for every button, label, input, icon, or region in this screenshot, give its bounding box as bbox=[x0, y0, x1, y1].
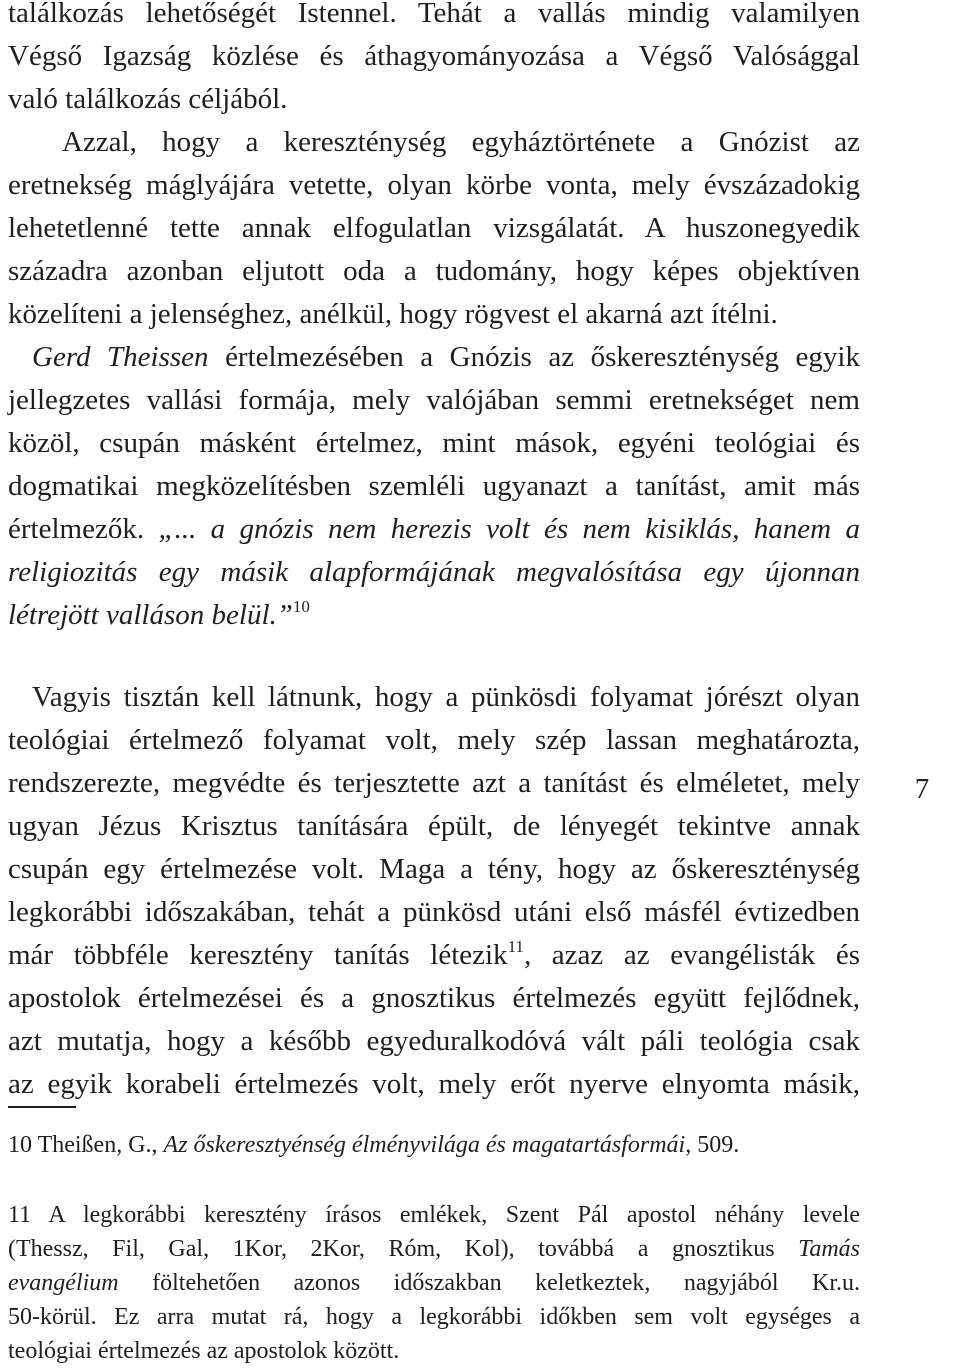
footnote-text: föltehetően azonos időszakban keletkeztek, nagyjából Kr.u. bbox=[118, 1270, 860, 1296]
footnote-divider bbox=[8, 1106, 76, 1108]
footnote-italic: Tamás bbox=[798, 1236, 860, 1262]
body-text-line: ugyan Jézus Krisztus tanítására épült, de lényegét tekintve annak bbox=[8, 810, 860, 842]
body-text-line: jellegzetes vallási formája, mely valójában semmi eretnekséget nem bbox=[8, 384, 860, 416]
footnote-text: (Thessz, Fil, Gal, 1Kor, 2Kor, Róm, Kol), továbbá a gnosztikus bbox=[8, 1236, 799, 1262]
body-text-line: Vagyis tisztán kell látnunk, hogy a pünkösdi folyamat jórészt olyan bbox=[32, 681, 860, 713]
body-text-line: lehetetlenné tette annak elfogulatlan vizsgálatát. A huszonegyedik bbox=[8, 212, 860, 244]
body-text-line: az egyik korabeli értelmezés volt, mely erőt nyerve elnyomta másik, bbox=[8, 1068, 860, 1100]
footnote-11-line bbox=[8, 1232, 860, 1266]
body-text-line: közelíteni a jelenséghez, anélkül, hogy rögvest el akarná azt ítélni. bbox=[8, 298, 778, 330]
body-text-line: Azzal, hogy a kereszténység egyháztörténete a Gnózist az bbox=[62, 126, 860, 158]
body-text-line: Végső Igazság közlése és áthagyományozása a Végső Valósággal bbox=[8, 40, 860, 72]
body-text-line: dogmatikai megközelítésben szemléli ugyanazt a tanítást, amit más bbox=[8, 470, 860, 502]
footnote-text: 10 Theißen, G., bbox=[8, 1132, 164, 1158]
footnote-ref: 10 bbox=[292, 597, 310, 616]
quotation: religiozitás egy másik alapformájának megvalósítása egy újonnan bbox=[8, 556, 860, 588]
body-text-line bbox=[8, 551, 860, 594]
body-text-line: apostolok értelmezései és a gnosztikus értelmezés együtt fejlődnek, bbox=[8, 982, 860, 1014]
body-text-span: értelmezők. bbox=[8, 513, 159, 545]
footnote-11-line bbox=[8, 1266, 860, 1300]
body-text-line: eretnekség máglyájára vetette, olyan körbe vonta, mely évszázadokig bbox=[8, 169, 860, 201]
body-text-line: rendszerezte, megvédte és terjesztette azt a tanítást és elméletet, mely bbox=[8, 767, 860, 799]
body-text-line: való találkozás céljából. bbox=[8, 83, 288, 115]
footnote-book-title: Az őskeresztyénség élményvilága és magatartásformái bbox=[163, 1132, 686, 1158]
quotation: „... a gnózis nem herezis volt és nem kisiklás, hanem a bbox=[158, 513, 860, 545]
page-number: 7 bbox=[914, 773, 930, 805]
body-text-span: , azaz az evangélisták és bbox=[523, 939, 860, 971]
body-text-span: értelmezésében a Gnózis az őskereszténység egyik bbox=[208, 341, 860, 373]
body-text-line bbox=[32, 336, 860, 379]
footnote-ref: 11 bbox=[507, 937, 524, 956]
quotation: létrejött valláson belül.” bbox=[8, 599, 293, 631]
footnote-italic: evangélium bbox=[8, 1270, 119, 1296]
footnote-text: , 509. bbox=[685, 1132, 740, 1158]
body-text-line: századra azonban eljutott oda a tudomány, hogy képes objektíven bbox=[8, 255, 860, 287]
body-text-line: közöl, csupán másként értelmez, mint mások, egyéni teológiai és bbox=[8, 427, 860, 459]
body-text-line bbox=[8, 508, 860, 551]
body-text-span: már többféle keresztény tanítás létezik bbox=[8, 939, 508, 971]
author-name: Gerd Theissen bbox=[32, 341, 209, 373]
footnote-11-line: teológiai értelmezés az apostolok között. bbox=[8, 1338, 400, 1364]
body-text-line bbox=[8, 594, 860, 640]
body-text-line: találkozás lehetőségét Istennel. Tehát a vallás mindig valamilyen bbox=[8, 0, 860, 29]
footnote-10 bbox=[8, 1128, 860, 1162]
body-text-line: teológiai értelmező folyamat volt, mely szép lassan meghatározta, bbox=[8, 724, 860, 756]
body-text-line: csupán egy értelmezése volt. Maga a tény, hogy az őskereszténység bbox=[8, 853, 860, 885]
body-text-line bbox=[8, 934, 860, 980]
footnote-11-line: 50-körül. Ez arra mutat rá, hogy a legkorábbi időkben sem volt egységes a bbox=[8, 1304, 860, 1330]
body-text-line: legkorábbi időszakában, tehát a pünkösd utáni első másfél évtizedben bbox=[8, 896, 860, 928]
body-text-line: azt mutatja, hogy a később egyeduralkodóvá vált páli teológia csak bbox=[8, 1025, 860, 1057]
footnote-11-line: 11 A legkorábbi keresztény írásos emlékek, Szent Pál apostol néhány levele bbox=[8, 1202, 860, 1228]
